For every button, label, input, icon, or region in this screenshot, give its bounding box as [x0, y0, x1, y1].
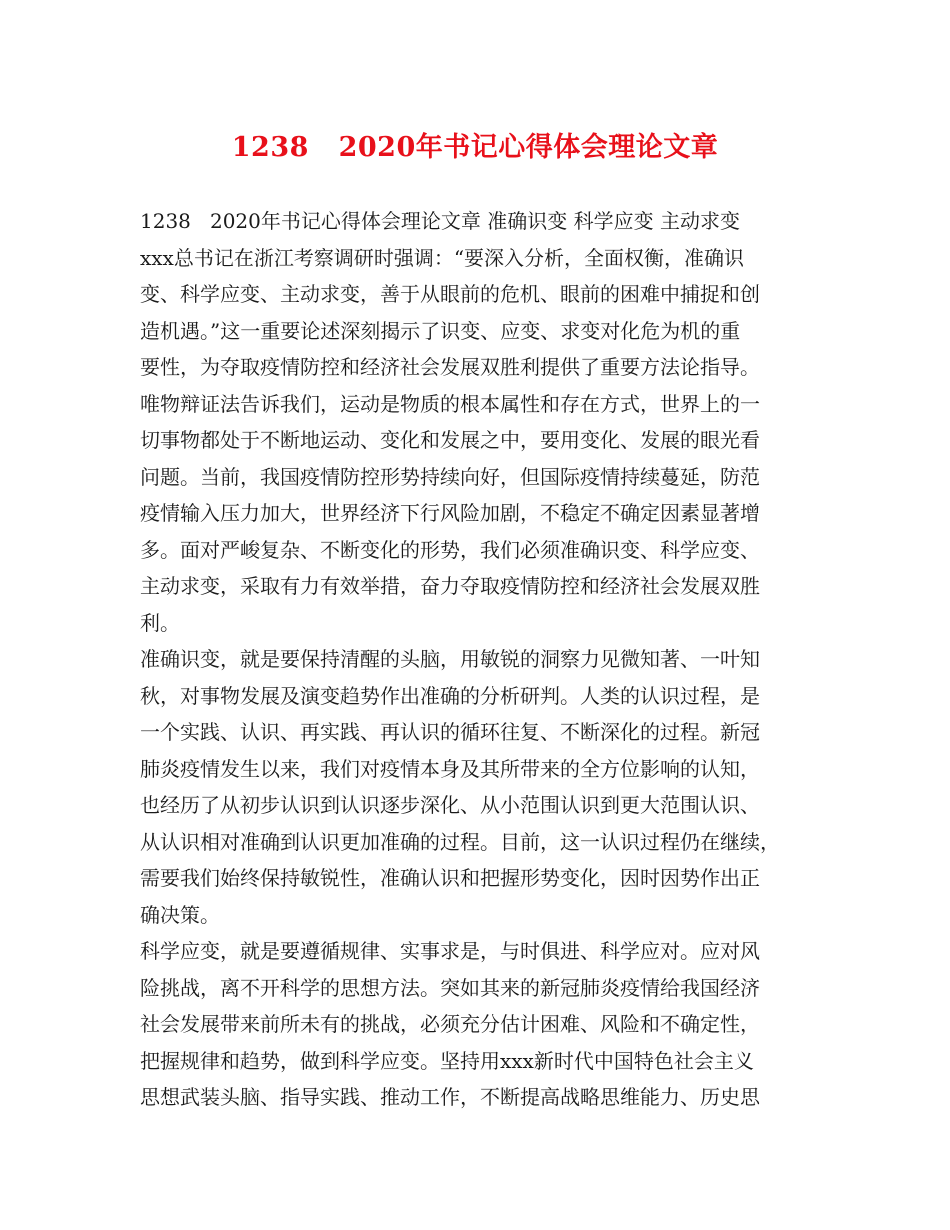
body-line: 准确识变，就是要保持清醒的头脑，用敏锐的洞察力见微知著、一叶知	[140, 647, 760, 671]
document-body	[140, 203, 830, 1116]
body-line: 确决策。	[140, 902, 220, 927]
body-line: 变、科学应变、主动求变，善于从眼前的危机、眼前的困难中捕捉和创	[140, 282, 760, 306]
body-line: 唯物辩证法告诉我们，运动是物质的根本属性和存在方式，世界上的一	[140, 391, 760, 416]
document-title: 1238 2020年书记心得体会理论文章	[231, 132, 719, 163]
body-line: 多。面对严峻复杂、不断变化的形势，我们必须准确识变、科学应变、	[140, 537, 760, 562]
body-line: 一个实践、认识、再实践、再认识的循环往复、不断深化的过程。新冠	[140, 720, 760, 744]
body-line: 利。	[140, 610, 180, 635]
body-line: 主动求变，采取有力有效举措，奋力夺取疫情防控和经济社会发展双胜	[140, 574, 760, 598]
body-line: 科学应变，就是要遵循规律、实事求是，与时俱进、科学应对。应对风	[140, 939, 760, 963]
body-line: 社会发展带来前所未有的挑战，必须充分估计困难、风险和不确定性，	[140, 1012, 760, 1036]
body-line: xxx总书记在浙江考察调研时强调：“要深入分析，全面权衡，准确识	[140, 245, 745, 270]
body-line: 问题。当前，我国疫情防控形势持续向好，但国际疫情持续蔓延，防范	[140, 464, 760, 489]
body-line: 把握规律和趋势，做到科学应变。坚持用xxx新时代中国特色社会主义	[140, 1048, 754, 1073]
body-line: 秋，对事物发展及演变趋势作出准确的分析研判。人类的认识过程，是	[140, 683, 760, 708]
body-line: 切事物都处于不断地运动、变化和发展之中，要用变化、发展的眼光看	[140, 428, 760, 452]
body-line: 需要我们始终保持敏锐性，准确认识和把握形势变化，因时因势作出正	[140, 866, 760, 890]
body-line: 要性，为夺取疫情防控和经济社会发展双胜利提供了重要方法论指导。	[140, 355, 760, 379]
body-line: 疫情输入压力加大，世界经济下行风险加剧，不稳定不确定因素显著增	[140, 501, 760, 525]
body-line: 从认识相对准确到认识更加准确的过程。目前，这一认识过程仍在继续，	[140, 829, 780, 854]
body-line: 造机遇。”这一重要论述深刻揭示了识变、应变、求变对化危为机的重	[140, 318, 741, 343]
body-line: 1238 2020年书记心得体会理论文章 准确识变 科学应变 主动求变	[140, 209, 740, 233]
body-line: 思想武装头脑、指导实践、推动工作，不断提高战略思维能力、历史思	[140, 1085, 760, 1109]
body-line: 也经历了从初步认识到认识逐步深化、从小范围认识到更大范围认识、	[140, 793, 760, 817]
body-line: 肺炎疫情发生以来，我们对疫情本身及其所带来的全方位影响的认知，	[140, 756, 760, 781]
body-line: 险挑战，离不开科学的思想方法。突如其来的新冠肺炎疫情给我国经济	[140, 975, 760, 1000]
